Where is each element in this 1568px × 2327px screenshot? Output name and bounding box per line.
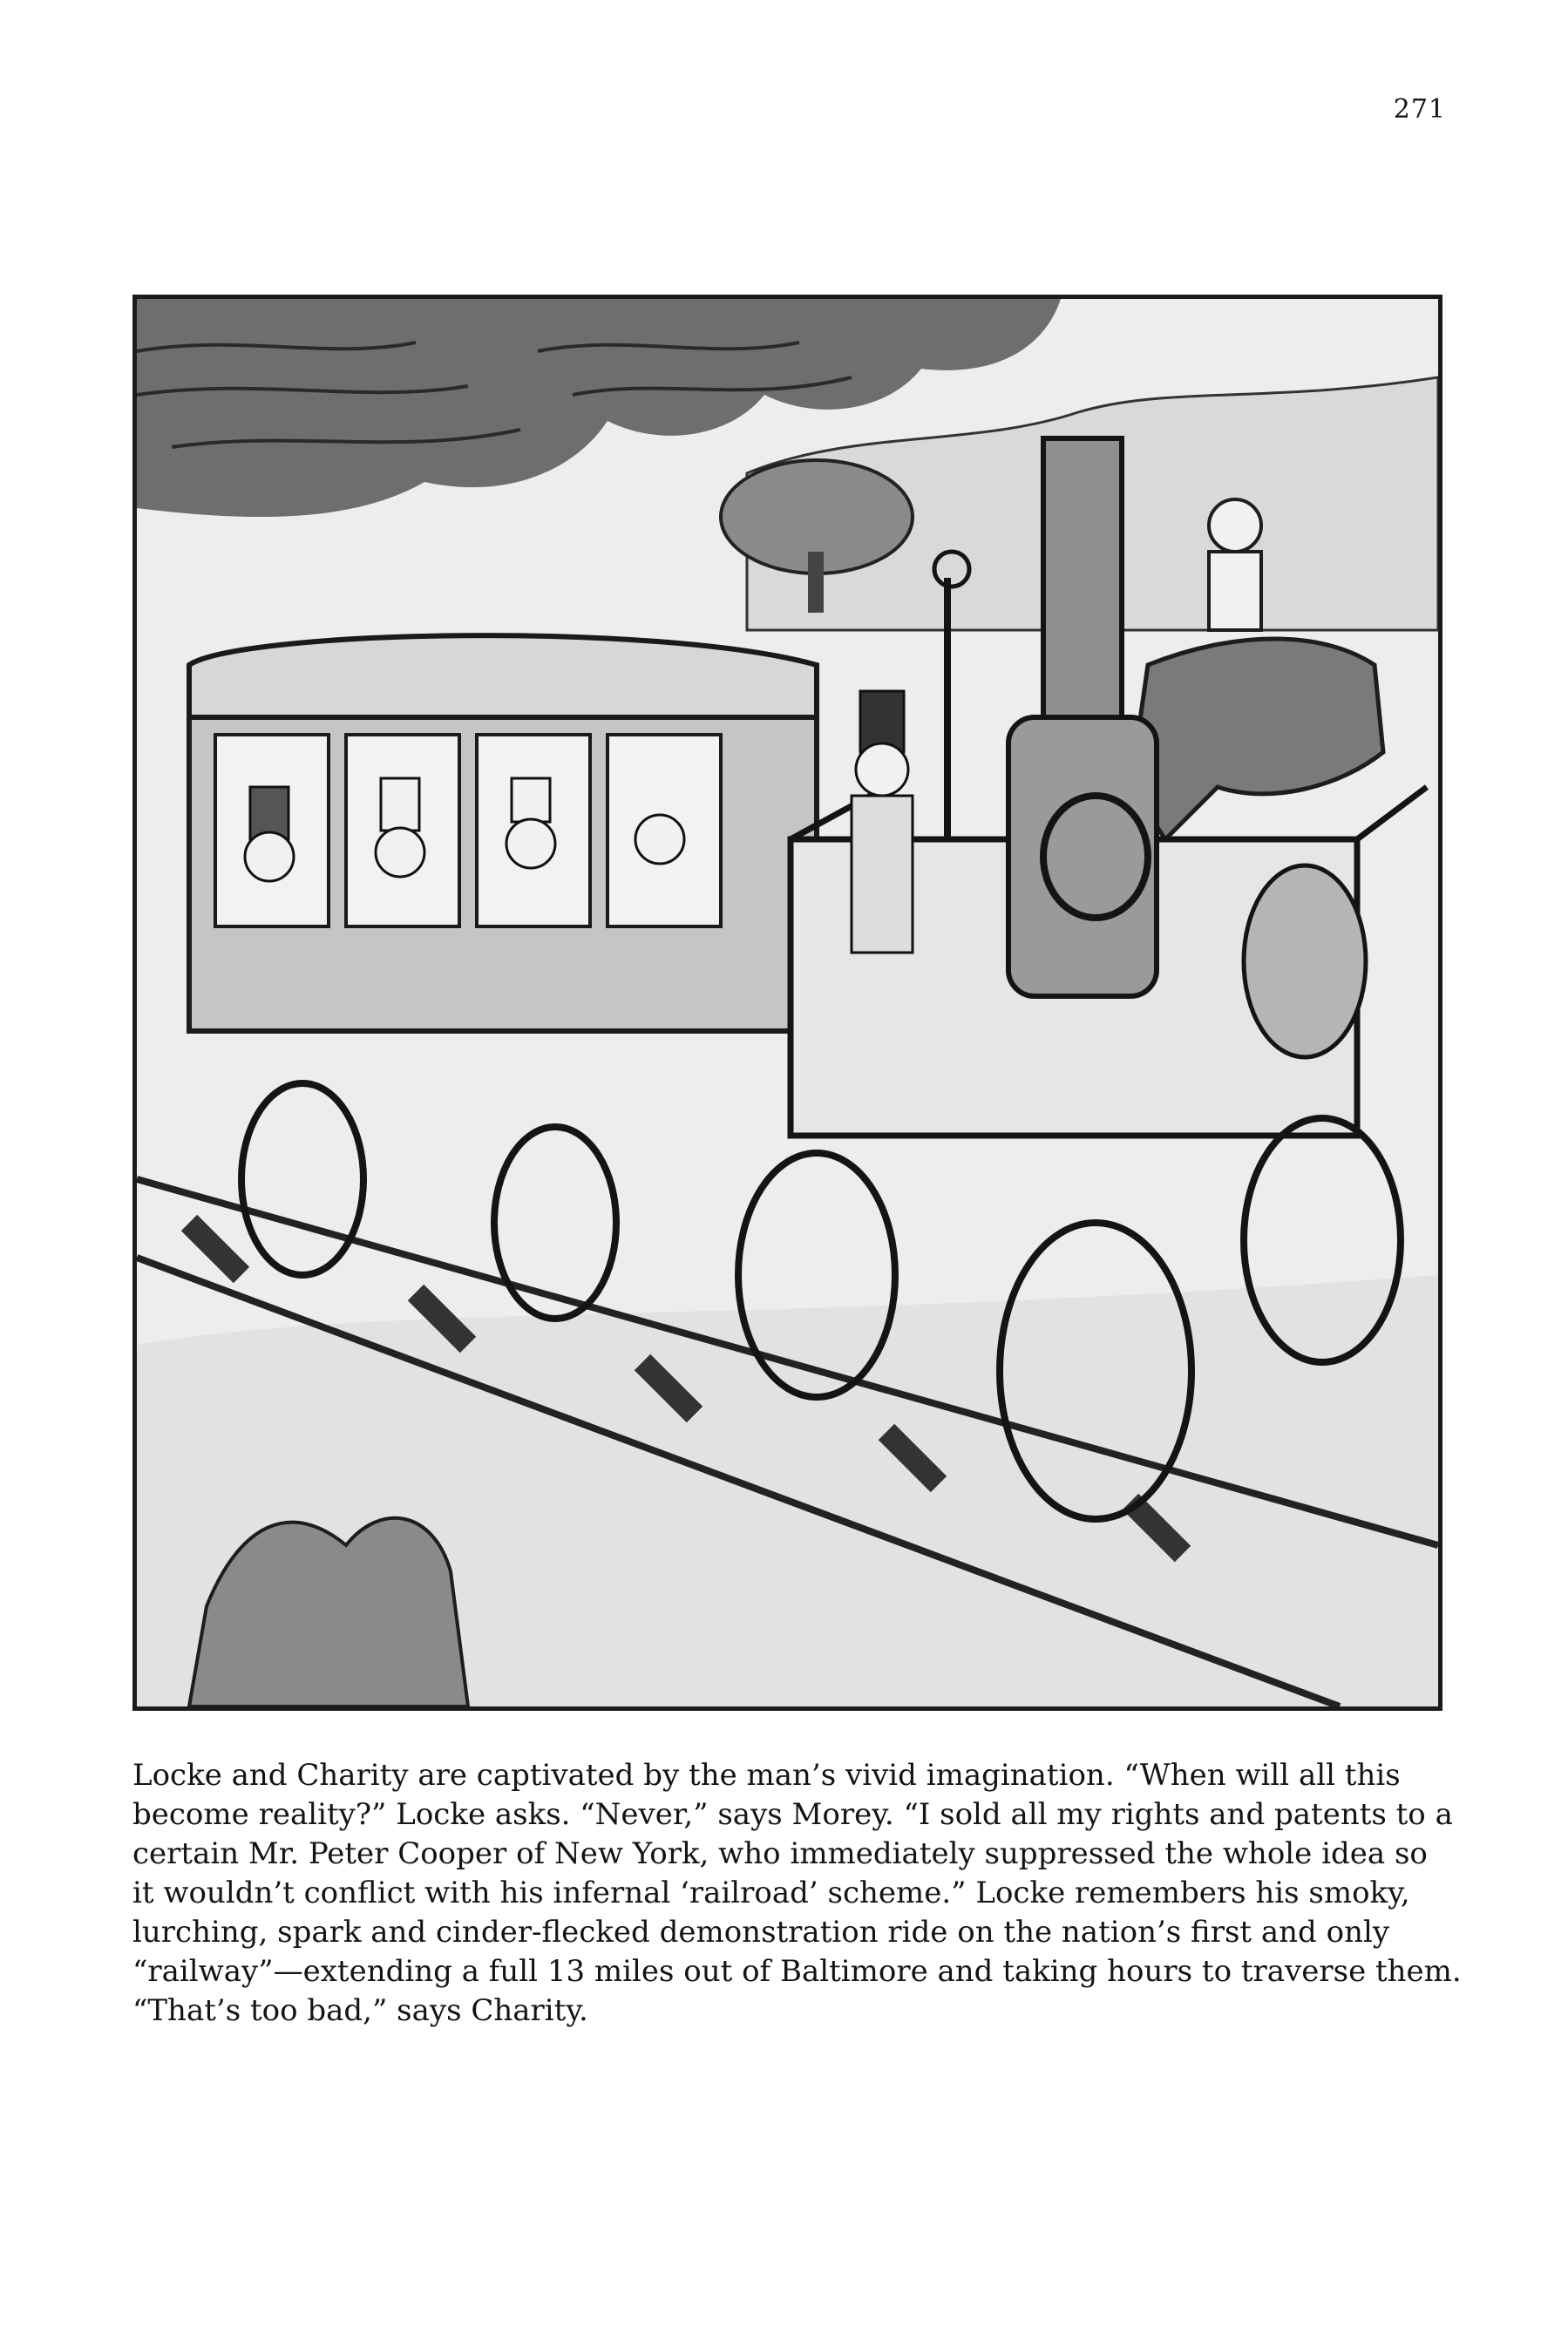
caption-line: Locke and Charity are captivated by the man’s vivid imagination. “When will all this xyxy=(132,1758,1401,1793)
caption-line: lurching, spark and cinder-flecked demonstration ride on the nation’s first and only xyxy=(132,1915,1390,1950)
illustration-drawing xyxy=(137,299,1438,1706)
caption-line: “railway”—extending a full 13 miles out of Baltimore and taking hours to traverse them. xyxy=(132,1954,1462,1989)
caption-line: become reality?” Locke asks. “Never,” says Morey. “I sold all my rights and patents to a xyxy=(132,1797,1453,1832)
locomotive-illustration xyxy=(132,295,1442,1711)
caption-line: it wouldn’t conflict with his infernal ‘railroad’ scheme.” Locke remembers his smoky, xyxy=(132,1876,1410,1910)
caption-line: “That’s too bad,” says Charity. xyxy=(132,1993,588,2028)
passenger-carriage xyxy=(189,635,817,1031)
caption-line: certain Mr. Peter Cooper of New York, who immediately suppressed the whole idea so xyxy=(132,1836,1428,1871)
page-number: 271 xyxy=(1393,94,1446,125)
caption-paragraph xyxy=(132,1756,1462,2031)
